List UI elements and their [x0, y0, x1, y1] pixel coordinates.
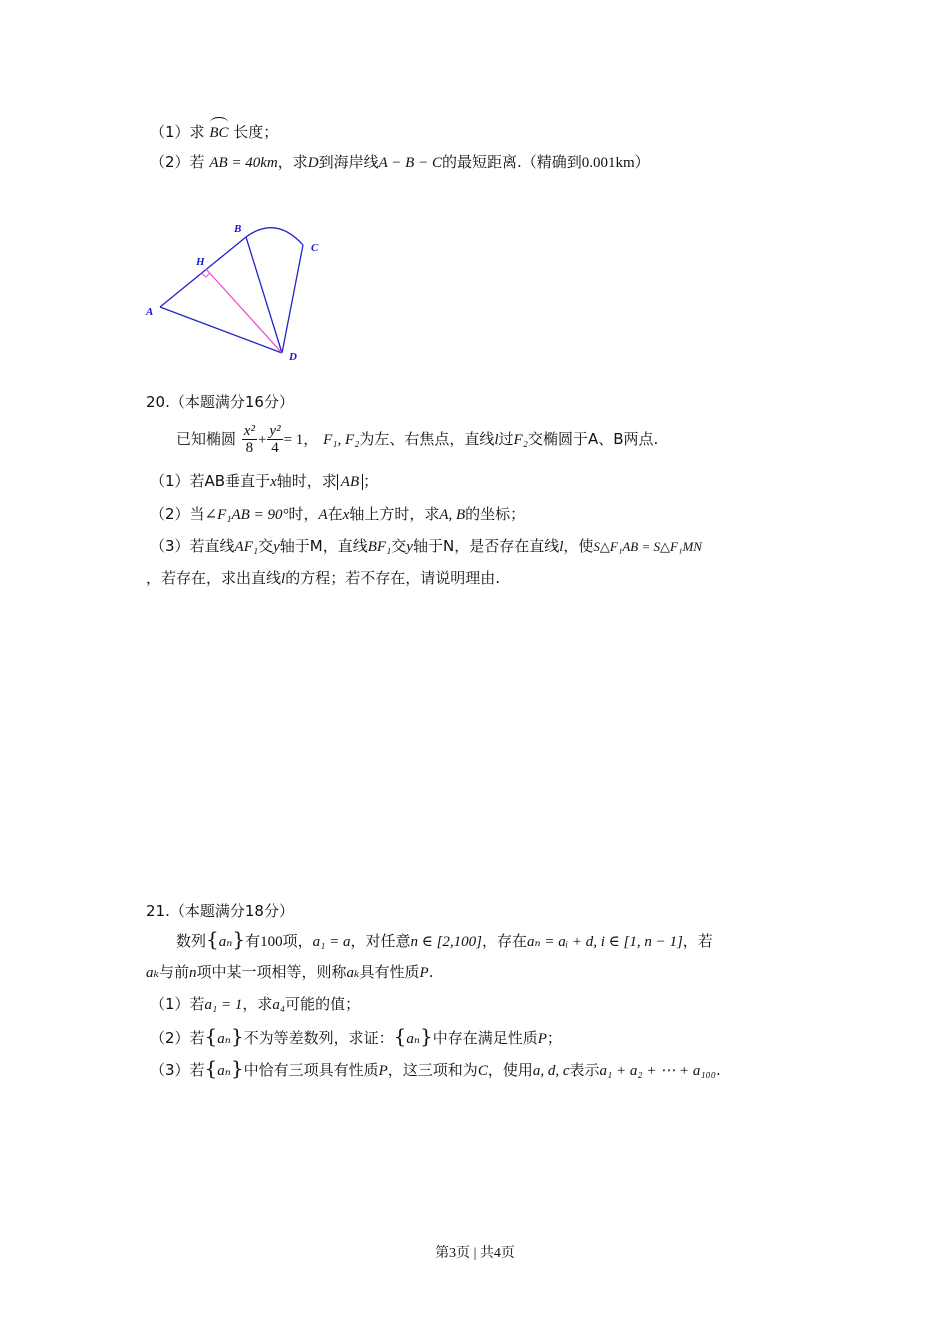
q21-p1-mid: ，求: [242, 995, 273, 1013]
frac1-den: 8: [245, 440, 254, 456]
q21-p1-a4: a₄: [272, 997, 286, 1013]
q21-p2-mid: 不为等差数列，求证：: [243, 1029, 394, 1047]
q20-intro-end: 交椭圆于A、B两点.: [527, 430, 659, 448]
q21-p3-prefix: （3）若: [150, 1061, 205, 1079]
brace-open: {: [204, 1056, 218, 1080]
segment-bd: [246, 237, 282, 353]
q21-l2-end: .: [428, 963, 434, 981]
q20-p3-cont-l: l: [281, 571, 286, 587]
frac2-num: y²: [269, 423, 281, 439]
q21-l2-mid: 与前: [158, 963, 189, 981]
brace-open: {: [206, 927, 219, 951]
sum-expression: a₁ + a₂ + ⋯ + a₁₀₀: [599, 1063, 716, 1079]
q20-intro-mid2: 过: [498, 430, 514, 448]
brace-close: }: [419, 1024, 433, 1048]
segment-cd: [282, 245, 303, 353]
area-equation: S△F₁AB = S△F₁MN: [593, 539, 702, 554]
frac2-den: 4: [271, 440, 279, 456]
segment-ad: [160, 307, 282, 353]
plus-sign: +: [257, 432, 267, 448]
q21-intro: [176, 929, 713, 952]
q20-p3-prefix: （3）若直线: [150, 537, 235, 555]
term-count: 100: [260, 934, 283, 950]
fraction-x2-over-8: [242, 423, 257, 456]
property-p: P: [419, 965, 429, 981]
q20-p3-cont-end: 的方程；若不存在，请说明理由.: [285, 569, 500, 587]
foci: F₁, F₂: [323, 432, 360, 448]
q19-part2-mid: ，求: [277, 153, 308, 171]
q20-part3-cont: [146, 568, 500, 589]
label-b: B: [234, 223, 242, 235]
q20-p2-mid2: 在: [327, 505, 343, 523]
q21-p1-a1: a₁ = 1: [204, 997, 243, 1013]
sequence-an: aₙ: [218, 934, 233, 950]
perpendicular-hd: [206, 269, 282, 353]
q20-header: 20.（本题满分16分）: [146, 393, 294, 411]
q21-p1-prefix: （1）若: [150, 995, 205, 1013]
q21-p3-mid4: 表示: [569, 1061, 600, 1079]
q21-intro-mid: 有: [245, 932, 261, 950]
label-a: A: [146, 306, 154, 318]
q21-intro-mid4: ，存在: [482, 932, 528, 950]
q21-intro-end: ，若: [682, 932, 713, 950]
q20-p1-x: x: [270, 474, 277, 490]
q20-p3-mid5: ，使: [563, 537, 594, 555]
q20-part1: [150, 471, 378, 492]
q19-close: ）: [634, 153, 650, 171]
page-footer: 第3页 | 共4页: [435, 1246, 515, 1261]
q21-header: 21.（本题满分18分）: [146, 902, 294, 920]
q20-p2-mid3: 轴上方时，求: [349, 505, 440, 523]
q20-part2: [150, 504, 525, 525]
q20-intro-mid: 为左、右焦点，直线: [359, 430, 495, 448]
arc-bc: BC: [209, 125, 229, 141]
label-d: D: [289, 351, 297, 363]
q21-intro-line2: [146, 962, 433, 983]
term-ak: aₖ: [146, 965, 159, 981]
arc-bc-curve: [246, 228, 303, 245]
q20-p3-mid1: 交: [258, 537, 274, 555]
brace-open: {: [204, 1024, 218, 1048]
q19-part1: [150, 122, 278, 143]
segment-ab: [160, 237, 246, 307]
q19-part1-suffix: 长度；: [233, 123, 279, 141]
q21-p3-vars: a, d, c: [532, 1063, 570, 1079]
q20-p2-a: A: [318, 507, 328, 523]
q21-p3-end: .: [715, 1061, 721, 1079]
frac1-num: x²: [243, 423, 255, 439]
q21-p1-end: 可能的值；: [285, 995, 361, 1013]
q19-coast-path: A − B − C: [378, 155, 442, 171]
q19-part2-text: 到海岸线: [318, 153, 379, 171]
q19-point-d: D: [307, 155, 319, 171]
abs-ab: AB: [337, 474, 363, 490]
q21-p2-seq: aₙ: [217, 1031, 231, 1047]
range-n: n ∈ [2,100]: [410, 934, 482, 950]
q21-p2-mid2: 中存在满足性质: [432, 1029, 538, 1047]
q20-intro-prefix: 已知椭圆: [176, 430, 237, 448]
first-term: a₁ = a: [312, 934, 351, 950]
q21-p2-prefix: （2）若: [150, 1029, 205, 1047]
brace-close: }: [230, 1024, 244, 1048]
q21-part3: [150, 1058, 721, 1081]
fraction-y2-over-4: [267, 423, 282, 456]
equals-one: = 1，: [283, 432, 319, 448]
focus-f2: F₂: [513, 432, 528, 448]
q21-l2-mid3: 具有性质: [359, 963, 420, 981]
q20-p2-ab: A, B: [439, 507, 466, 523]
q21-p2-end: ；: [546, 1029, 562, 1047]
term-ak-2: aₖ: [346, 965, 360, 981]
q20-p3-y1: y: [273, 539, 280, 555]
q19-condition: AB = 40km: [209, 155, 278, 171]
q20-part3: [150, 536, 702, 557]
q20-p2-x: x: [342, 507, 350, 523]
q21-p2-p: P: [537, 1031, 547, 1047]
q19-part2-prefix: （2）若: [150, 153, 205, 171]
q20-p3-cont-prefix: ，若存在，求出直线: [146, 569, 282, 587]
q20-p2-prefix: （2）当: [150, 505, 205, 523]
q20-p2-mid: 时，: [288, 505, 319, 523]
q20-p3-y2: y: [406, 539, 413, 555]
q20-p1-end: ；: [363, 472, 379, 490]
brace-close: }: [230, 1056, 244, 1080]
q20-p3-mid2: 轴于M，直线: [279, 537, 368, 555]
angle-f1ab: ∠F₁AB = 90°: [204, 507, 289, 523]
q21-p3-mid3: ，使用: [487, 1061, 533, 1079]
right-angle-mark: [201, 273, 210, 277]
q21-intro-prefix: 数列: [176, 932, 207, 950]
line-bf1: BF₁: [367, 539, 392, 555]
q19-part2-end: 的最短距离.（精确到: [441, 153, 582, 171]
q21-part1: [150, 994, 360, 1015]
geometry-figure: [140, 215, 340, 370]
q20-p1-prefix: （1）若AB垂直于: [150, 472, 271, 490]
q20-p3-mid4: 轴于N，是否存在直线: [412, 537, 560, 555]
line-l: l: [494, 432, 499, 448]
q20-p1-mid: 轴时，求: [276, 472, 337, 490]
q21-p3-seq: aₙ: [217, 1063, 231, 1079]
q21-l2-n: n: [189, 965, 197, 981]
q21-p3-p: P: [378, 1063, 388, 1079]
q19-part1-prefix: （1）求: [150, 123, 205, 141]
recurrence-relation: aₙ = aᵢ + d, i ∈ [1, n − 1]: [527, 934, 683, 950]
q21-p3-c: C: [477, 1063, 488, 1079]
brace-open: {: [393, 1024, 407, 1048]
q19-precision: 0.001km: [581, 155, 635, 171]
q21-p3-mid2: ，这三项和为: [387, 1061, 478, 1079]
q20-intro: [176, 422, 658, 457]
label-h: H: [196, 256, 205, 268]
q19-part2: [150, 152, 650, 173]
q21-intro-mid3: ，对任意: [350, 932, 411, 950]
q21-intro-mid2: 项，: [282, 932, 313, 950]
q20-p3-mid3: 交: [391, 537, 407, 555]
q21-part2: [150, 1026, 562, 1049]
q21-p2-seq2: aₙ: [406, 1031, 420, 1047]
label-c: C: [311, 242, 319, 254]
q21-l2-mid2: 项中某一项相等，则称: [196, 963, 347, 981]
q20-p2-end: 的坐标；: [465, 505, 526, 523]
q21-p3-mid: 中恰有三项具有性质: [243, 1061, 379, 1079]
line-af1: AF₁: [234, 539, 259, 555]
q20-p3-l: l: [559, 539, 564, 555]
brace-close: }: [232, 927, 246, 951]
